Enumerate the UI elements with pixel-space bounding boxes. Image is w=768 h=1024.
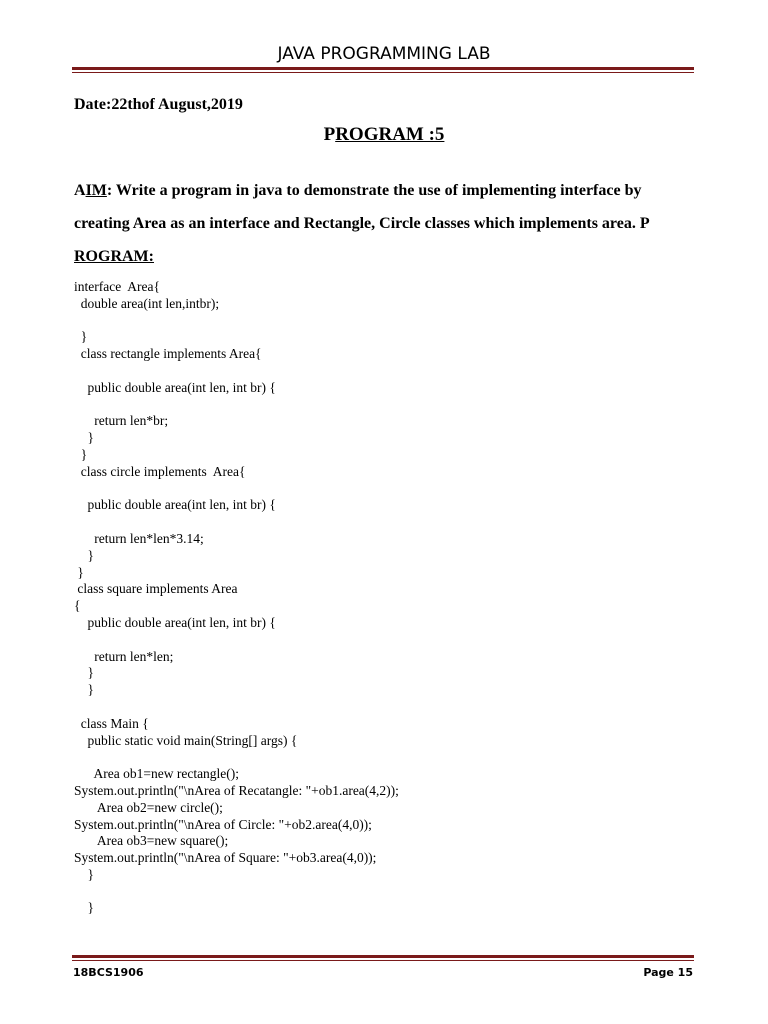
- program-title: [0, 124, 768, 146]
- program-title-rest: ROGRAM :5: [335, 124, 445, 145]
- header-rule: [72, 67, 694, 70]
- footer-rule-thin: [72, 960, 694, 961]
- date-line: Date:22thof August,2019: [74, 96, 243, 113]
- program-title-prefix: P: [323, 124, 336, 145]
- aim-prefix: A: [74, 182, 86, 199]
- footer-roll-number: 18BCS1906: [73, 966, 144, 979]
- program-label: ROGRAM:: [74, 248, 154, 265]
- header-rule-thin: [72, 72, 694, 73]
- footer-rule: [72, 955, 694, 958]
- footer-page-number: Page 15: [643, 966, 693, 979]
- aim-text: : Write a program in java to demonstrate the use of implementing interface by creating Area as an interface and Rectangle, Circle classes which implements area. P: [74, 182, 650, 232]
- code-listing: interface Area{ double area(int len,intbr); } class rectangle implements Area{ public double area(int len, int br) { return len*br; } } class circle implements Area{ public double area(int len, int br) { return len*len*3.14; } } class square implements Area { public double area(int len, int br) { return len*len; } } class Main { public static void main(String[] args) { Area ob1=new rectangle(); System.out.println("\nArea of Recatangle: "+ob1.area(4,2)); Area ob2=new circle(); System.out.println("\nArea of Circle: "+ob2.area(4,0)); Area ob3=new square(); System.out.println("\nArea of Square: "+ob3.area(4,0)); } }: [74, 279, 399, 916]
- header-title: JAVA PROGRAMMING LAB: [277, 44, 491, 64]
- aim-label: IM: [85, 182, 107, 199]
- aim-paragraph: [74, 174, 674, 273]
